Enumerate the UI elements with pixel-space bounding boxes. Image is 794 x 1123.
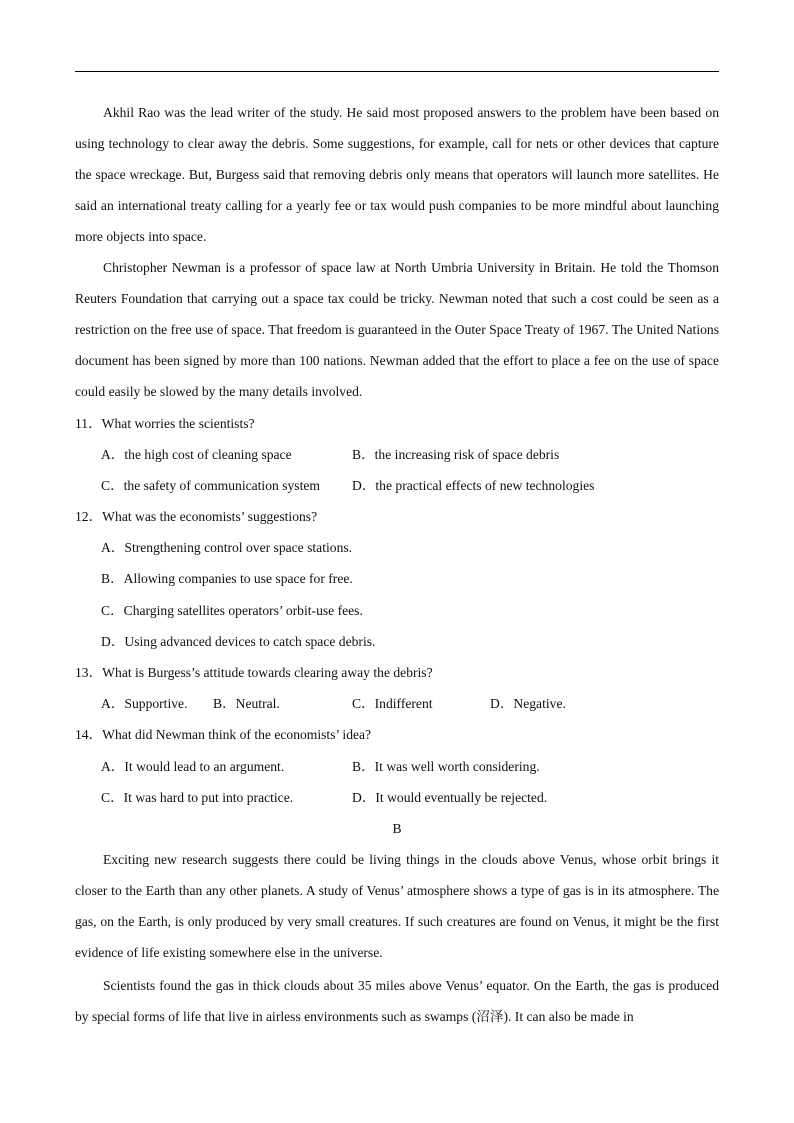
question-13-stem: 13．What is Burgess’s attitude towards clearing away the debris? xyxy=(75,665,433,680)
question-14-option-a: A．It would lead to an argument. xyxy=(101,759,285,774)
section-b-paragraph-1: Exciting new research suggests there could be living things in the clouds above Venus, whose orbit brings it closer to the Earth than any other planets. A study of Venus’ atmosphere shows a type of gas is in its atmosphere. The gas, on the Earth, is only produced by very small creatures. If such creatures are found on Venus, it might be the first evidence of life existing somewhere else in the universe. xyxy=(75,852,719,961)
question-14-option-c: C．It was hard to put into practice. xyxy=(101,790,294,805)
header-rule xyxy=(75,71,719,72)
question-13-option-a: A．Supportive. xyxy=(101,696,188,711)
passage-a-paragraph-1: Akhil Rao was the lead writer of the study. He said most proposed answers to the problem have been based on using technology to clear away the debris. Some suggestions, for example, call for nets or other devices that capture the space wreckage. But, Burgess said that removing debris only means that operators will launch more satellites. He said an international treaty calling for a yearly fee or tax would push companies to be more mindful about launching more objects into space. xyxy=(75,105,719,245)
question-14-stem: 14．What did Newman think of the economists’ idea? xyxy=(75,727,372,742)
question-11-option-d: D．the practical effects of new technologies xyxy=(352,478,595,493)
section-b-heading: B xyxy=(392,821,402,836)
question-11-option-c: C．the safety of communication system xyxy=(101,478,320,493)
question-13-option-d: D．Negative. xyxy=(490,696,566,711)
question-14-option-d: D．It would eventually be rejected. xyxy=(352,790,548,805)
question-14-option-b: B．It was well worth considering. xyxy=(352,759,540,774)
question-12-option-d: D．Using advanced devices to catch space debris. xyxy=(101,634,376,649)
question-12-option-c: C．Charging satellites operators’ orbit-use fees. xyxy=(101,603,363,618)
question-12-stem: 12．What was the economists’ suggestions? xyxy=(75,509,318,524)
passage-a-paragraph-2: Christopher Newman is a professor of space law at North Umbria University in Britain. He told the Thomson Reuters Foundation that carrying out a space tax could be tricky. Newman noted that such a cost could be seen as a restriction on the free use of space. That freedom is guaranteed in the Outer Space Treaty of 1967. The United Nations document has been signed by more than 100 nations. Newman added that the effort to place a fee on the use of space could easily be slowed by the many details involved. xyxy=(75,260,719,400)
question-12-option-b: B．Allowing companies to use space for free. xyxy=(101,571,353,586)
question-11-option-a: A．the high cost of cleaning space xyxy=(101,447,292,462)
question-11-option-b: B．the increasing risk of space debris xyxy=(352,447,560,462)
question-11-stem: 11．What worries the scientists? xyxy=(75,416,255,431)
question-13-option-b: B．Neutral. xyxy=(213,696,280,711)
section-b-paragraph-2: Scientists found the gas in thick clouds about 35 miles above Venus’ equator. On the Earth, the gas is produced by special forms of life that live in airless environments such as swamps (沼泽). It can also be made in xyxy=(75,978,719,1025)
question-13-option-c: C．Indifferent xyxy=(352,696,433,711)
question-12-option-a: A．Strengthening control over space stations. xyxy=(101,540,353,555)
